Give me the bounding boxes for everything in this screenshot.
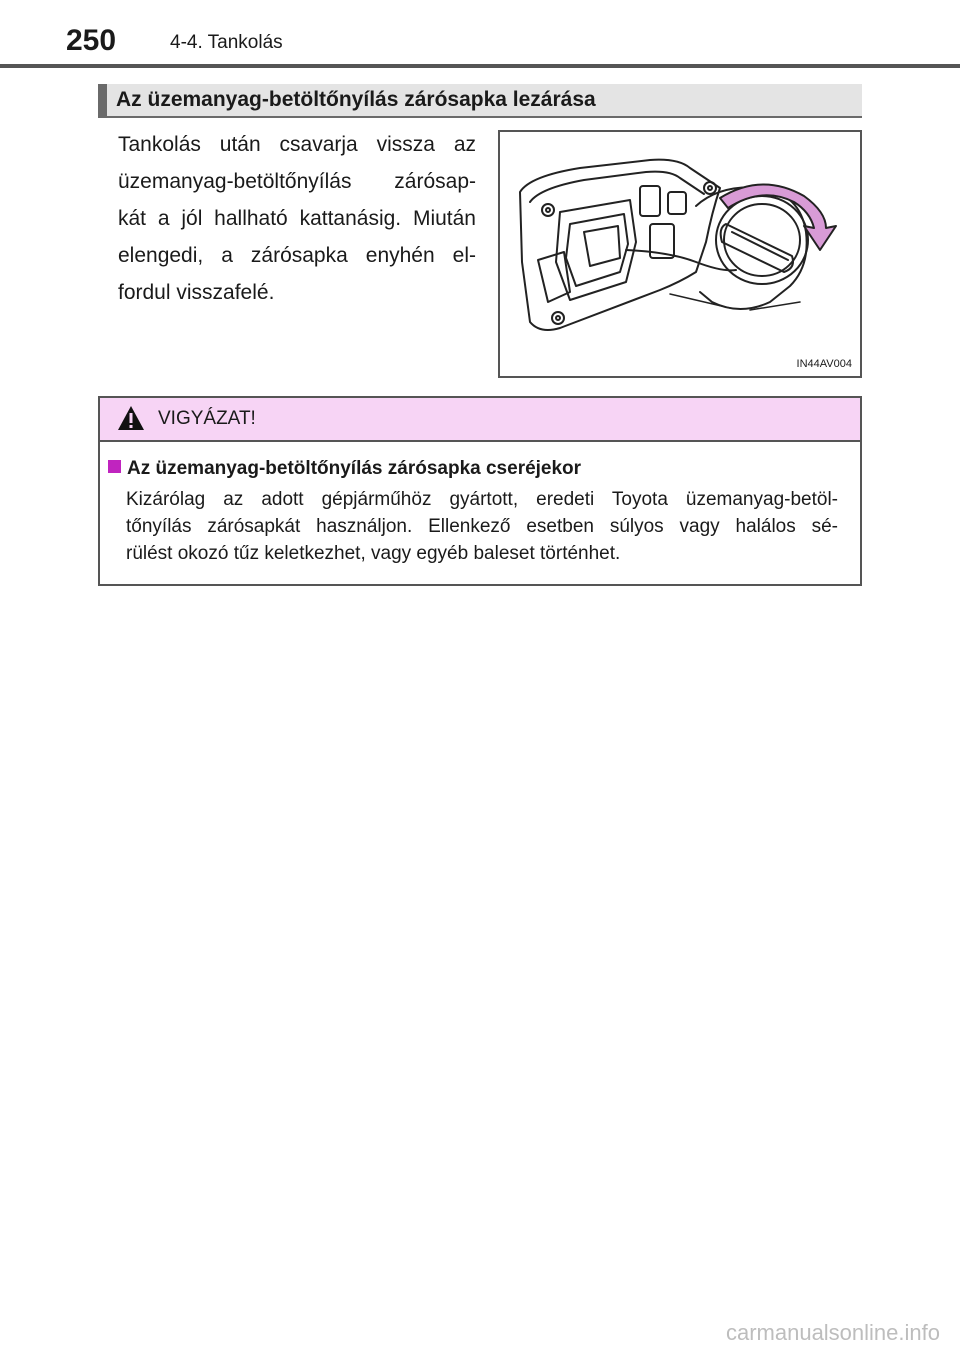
watermark: carmanualsonline.info <box>725 1320 940 1345</box>
section-body <box>118 126 476 311</box>
body-line: kát a jól hallható kattanásig. Miután <box>118 207 476 230</box>
section-heading <box>98 84 862 118</box>
body-line: elengedi, a zárósapka enyhén el- <box>118 244 476 267</box>
warning-text <box>126 486 838 567</box>
warning-label: VIGYÁZAT! <box>158 408 256 429</box>
rotation-arrow <box>720 184 836 250</box>
warning-box <box>98 396 862 586</box>
body-line: Tankolás után csavarja vissza az <box>118 133 476 156</box>
fuel-door-drawing <box>500 132 860 376</box>
header-divider <box>0 64 960 68</box>
figure-code: IN44AV004 <box>796 358 852 370</box>
body-line: üzemanyag-betöltőnyílás zárósap- <box>118 170 476 193</box>
page-number: 250 <box>66 24 117 57</box>
body-line: fordul visszafelé. <box>118 281 275 304</box>
warning-subheading-text: Az üzemanyag-betöltőnyílás zárósapka cseréjekor <box>127 458 582 479</box>
section-heading-bar <box>98 84 107 116</box>
warning-triangle-icon <box>116 404 146 432</box>
bullet-square-icon <box>108 460 121 473</box>
fuel-cap-illustration <box>498 130 862 378</box>
warning-line: Kizárólag az adott gépjárműhöz gyártott, eredeti Toyota üzemanyag-betöl- <box>126 489 838 510</box>
section-title: Az üzemanyag-betöltőnyílás zárósapka lezárása <box>116 88 596 111</box>
warning-header <box>100 398 860 442</box>
warning-line: rülést okozó tűz keletkezhet, vagy egyéb baleset történhet. <box>126 543 621 564</box>
warning-subheading <box>108 458 581 480</box>
chapter-title: 4-4. Tankolás <box>170 32 283 53</box>
warning-line: tőnyílás zárósapkát használjon. Ellenkező esetben súlyos vagy halálos sé- <box>126 516 838 537</box>
